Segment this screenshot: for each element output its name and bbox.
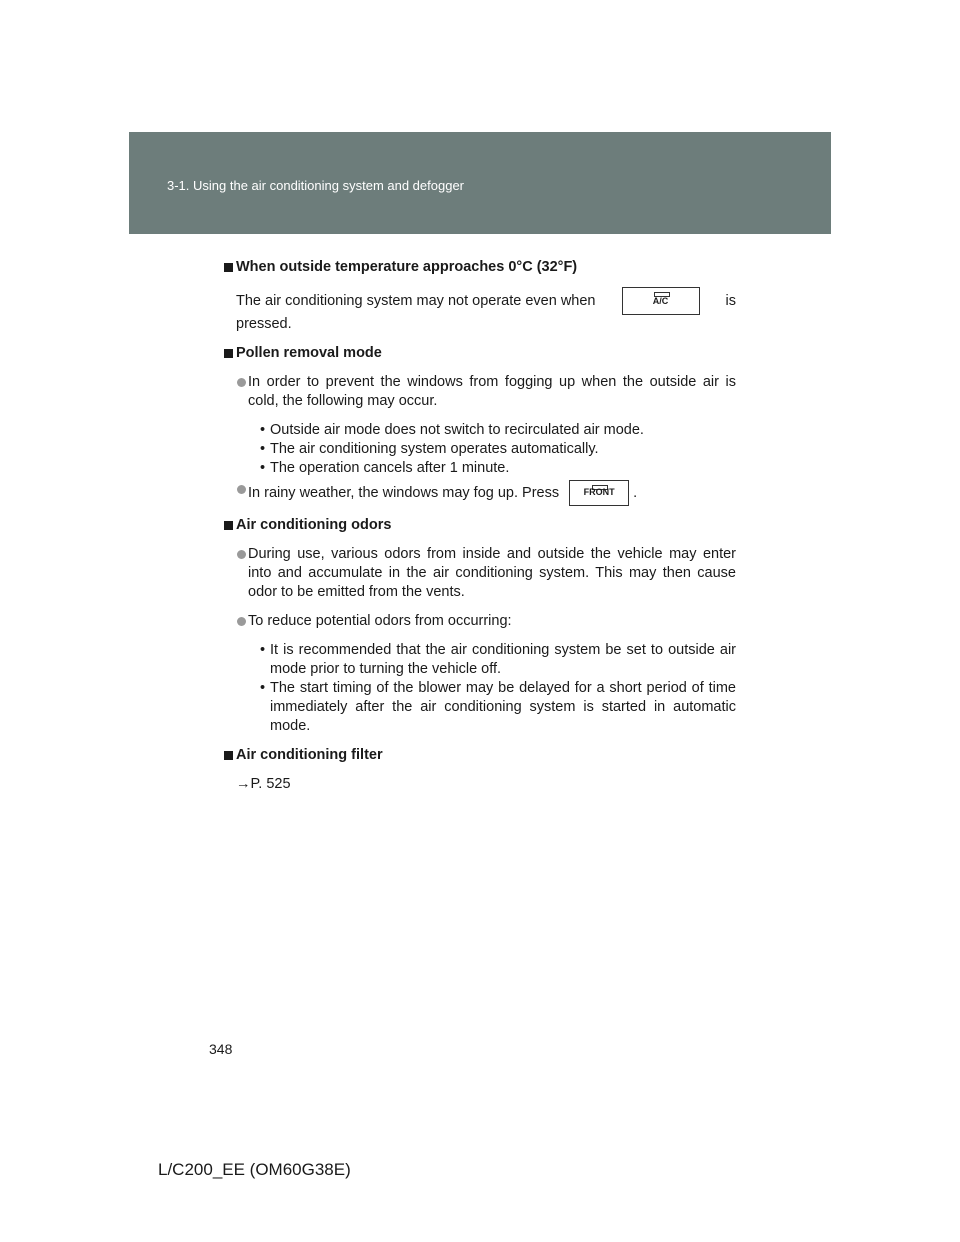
section-title: 3-1. Using the air conditioning system and defogger	[167, 178, 465, 193]
list-item: • Outside air mode does not switch to recirculated air mode.	[260, 422, 644, 438]
list-item: • It is recommended that the air conditioning system be set to outside air mode prior to turning the vehicle off.	[260, 642, 736, 677]
ac-text-after: is	[725, 292, 736, 309]
pollen-item-1-text: In order to prevent the windows from fogging up when the outside air is cold, the following may occur.	[248, 374, 736, 409]
pollen-item-2-text: In rainy weather, the windows may fog up. Press	[248, 484, 560, 501]
list-item: • The operation cancels after 1 minute.	[260, 460, 510, 476]
odors-bullet-list	[216, 641, 736, 736]
odors-item-2-text: To reduce potential odors from occurring:	[248, 613, 512, 629]
pollen-item-2	[216, 480, 736, 506]
page-number: 348	[209, 1041, 233, 1057]
section-header	[129, 132, 831, 234]
ac-text-before: The air conditioning system may not operate even when	[236, 292, 596, 309]
circle-bullet-icon	[237, 550, 246, 559]
pollen-item-1	[216, 373, 736, 411]
heading-pollen-removal: Pollen removal mode	[216, 344, 736, 363]
odors-item-1	[216, 545, 736, 602]
ac-text-continued: pressed.	[236, 316, 292, 332]
pollen-item-2-end: .	[633, 484, 638, 501]
odors-item-2	[216, 612, 736, 631]
paragraph-outside-temperature	[216, 287, 736, 334]
heading-air-conditioning-filter: Air conditioning filter	[216, 746, 736, 765]
circle-bullet-icon	[237, 378, 246, 387]
circle-bullet-icon	[237, 617, 246, 626]
heading-outside-temperature: When outside temperature approaches 0°C (32°F)	[216, 258, 736, 277]
list-item: • The start timing of the blower may be delayed for a short period of time immediately after the air conditioning system is started in automatic mode.	[260, 680, 736, 734]
list-item: • The air conditioning system operates automatically.	[260, 441, 599, 457]
front-defroster-button-icon	[569, 480, 629, 506]
ac-button-label: A/C	[652, 296, 669, 306]
page-content	[216, 258, 736, 794]
ac-button-icon	[622, 287, 700, 315]
heading-air-conditioning-odors: Air conditioning odors	[216, 516, 736, 535]
front-button-label: FRONT	[583, 487, 615, 497]
page-reference-link[interactable]: →P. 525	[236, 776, 291, 792]
circle-bullet-icon	[237, 485, 246, 494]
footer-manual-code: L/C200_EE (OM60G38E)	[158, 1160, 351, 1179]
odors-item-1-text: During use, various odors from inside and outside the vehicle may enter into and accumulate in the air conditioning system. This may then cause odor to be emitted from the vents.	[248, 546, 736, 600]
pollen-bullet-list	[216, 421, 736, 478]
